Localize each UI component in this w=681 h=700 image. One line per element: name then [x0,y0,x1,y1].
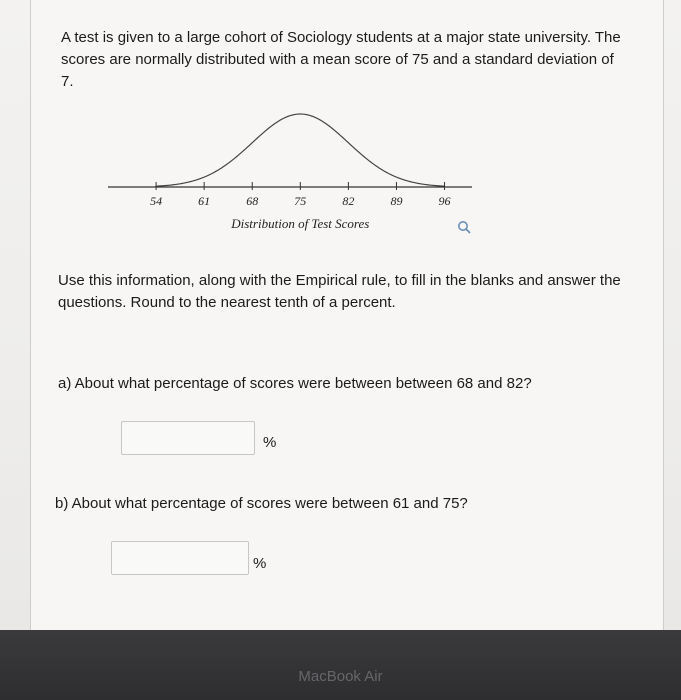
x-tick-label-82: 82 [342,194,355,208]
x-tick-label-96: 96 [438,194,451,208]
answer-b-input[interactable] [111,541,249,575]
laptop-bezel [0,630,681,700]
x-tick-label-68: 68 [246,194,259,208]
x-tick-label-75: 75 [294,194,307,208]
question-a-prompt: a) About what percentage of scores were between between 68 and 82? [58,375,532,392]
question-card [30,0,664,630]
x-axis-title: Distribution of Test Scores [231,216,370,231]
normal-curve [156,114,444,186]
x-tick-label-61: 61 [198,194,211,208]
device-brand-label: MacBook Air [298,668,383,685]
answer-a-input[interactable] [121,421,255,455]
question-b-prompt: b) About what percentage of scores were between 61 and 75? [55,495,468,512]
normal-distribution-chart [100,100,480,240]
x-tick-label-54: 54 [150,194,163,208]
answer-a-unit: % [263,434,277,451]
magnifier-icon[interactable] [457,220,471,234]
instructions-text: Use this information, along with the Empirical rule, to fill in the blanks and answer the questions. Round to the nearest tenth of a percent. [58,272,621,311]
x-tick-label-89: 89 [390,194,403,208]
answer-b-unit: % [253,555,267,572]
question-intro: A test is given to a large cohort of Sociology students at a major state university. The scores are normally distributed with a mean score of 75 and a standard deviation of 7. [61,29,621,90]
